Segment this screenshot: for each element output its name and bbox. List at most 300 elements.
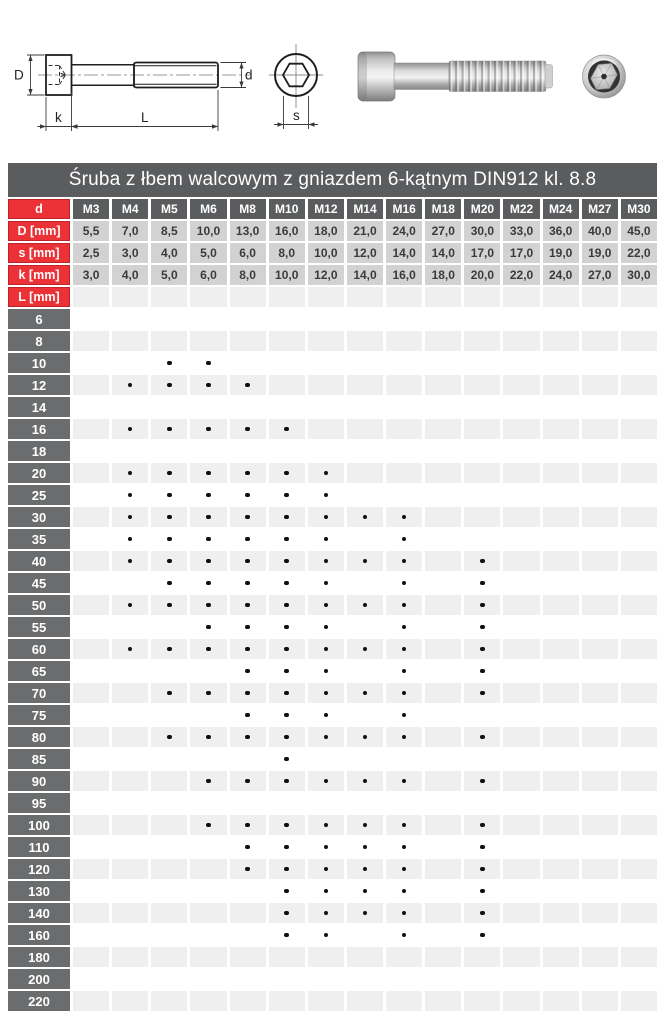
availability-cell — [190, 617, 226, 637]
availability-cell — [269, 617, 305, 637]
availability-cell — [73, 903, 109, 923]
availability-cell — [230, 793, 266, 813]
availability-cell — [543, 463, 579, 483]
availability-cell — [386, 441, 422, 461]
availability-cell — [230, 925, 266, 945]
availability-cell — [425, 551, 461, 571]
availability-cell — [190, 331, 226, 351]
availability-cell — [464, 881, 500, 901]
availability-cell — [112, 793, 148, 813]
availability-cell — [269, 441, 305, 461]
availability-cell — [190, 903, 226, 923]
availability-cell — [582, 837, 618, 857]
availability-cell — [582, 353, 618, 373]
spec-value-cell: 36,0 — [543, 221, 579, 241]
availability-cell — [230, 749, 266, 769]
availability-cell — [425, 485, 461, 505]
availability-dot — [284, 823, 289, 828]
availability-cell — [503, 485, 539, 505]
availability-cell — [503, 661, 539, 681]
din912-table — [8, 163, 657, 1011]
availability-cell — [386, 815, 422, 835]
availability-dot — [480, 845, 485, 850]
availability-cell — [621, 353, 657, 373]
availability-cell — [347, 705, 383, 725]
availability-cell — [112, 419, 148, 439]
availability-cell — [503, 375, 539, 395]
availability-cell — [230, 397, 266, 417]
dim-k-arrow-left — [40, 124, 46, 128]
availability-cell — [308, 793, 344, 813]
availability-dot — [324, 779, 329, 784]
availability-cell — [73, 683, 109, 703]
availability-cell — [308, 969, 344, 989]
availability-cell — [347, 309, 383, 329]
spec-value-cell: 5,0 — [190, 243, 226, 263]
availability-cell — [269, 925, 305, 945]
spec-value-cell: 14,0 — [425, 243, 461, 263]
availability-cell — [425, 309, 461, 329]
spec-value-cell: 12,0 — [347, 243, 383, 263]
photo-tip — [545, 65, 553, 89]
availability-dot — [167, 427, 172, 432]
availability-dot — [324, 669, 329, 674]
availability-dot — [480, 603, 485, 608]
size-header-cell: M14 — [347, 199, 383, 219]
empty-cell — [73, 287, 109, 307]
availability-cell — [464, 617, 500, 637]
availability-cell — [308, 309, 344, 329]
availability-dot — [480, 691, 485, 696]
availability-dot — [167, 383, 172, 388]
availability-cell — [621, 419, 657, 439]
availability-cell — [347, 617, 383, 637]
availability-cell — [347, 991, 383, 1011]
availability-cell — [230, 881, 266, 901]
availability-cell — [386, 705, 422, 725]
availability-cell — [308, 353, 344, 373]
availability-cell — [464, 969, 500, 989]
length-label: 35 — [8, 529, 70, 549]
availability-cell — [190, 375, 226, 395]
length-label: 45 — [8, 573, 70, 593]
spec-value-cell: 19,0 — [582, 243, 618, 263]
availability-cell — [112, 661, 148, 681]
availability-cell — [386, 353, 422, 373]
availability-dot — [402, 933, 407, 938]
length-label: 120 — [8, 859, 70, 879]
availability-cell — [73, 749, 109, 769]
availability-cell — [464, 683, 500, 703]
availability-cell — [73, 507, 109, 527]
availability-cell — [308, 771, 344, 791]
length-label: 20 — [8, 463, 70, 483]
availability-cell — [190, 771, 226, 791]
availability-cell — [73, 331, 109, 351]
availability-cell — [73, 837, 109, 857]
availability-cell — [582, 419, 618, 439]
availability-cell — [543, 749, 579, 769]
availability-cell — [621, 375, 657, 395]
availability-cell — [112, 309, 148, 329]
length-label: 6 — [8, 309, 70, 329]
spec-value-cell: 5,0 — [151, 265, 187, 285]
availability-cell — [621, 309, 657, 329]
length-label: 130 — [8, 881, 70, 901]
availability-cell — [503, 837, 539, 857]
availability-cell — [230, 331, 266, 351]
availability-cell — [269, 573, 305, 593]
availability-cell — [73, 881, 109, 901]
availability-dot — [284, 933, 289, 938]
availability-cell — [230, 309, 266, 329]
availability-cell — [425, 331, 461, 351]
availability-dot — [363, 515, 368, 520]
availability-dot — [167, 735, 172, 740]
spec-value-cell: 30,0 — [464, 221, 500, 241]
availability-cell — [73, 991, 109, 1011]
availability-cell — [621, 551, 657, 571]
empty-cell — [621, 287, 657, 307]
availability-cell — [425, 441, 461, 461]
table-title: Śruba z łbem walcowym z gniazdem 6-kątnym DIN912 kl. 8.8 — [8, 163, 657, 197]
availability-dot — [402, 581, 407, 586]
availability-dot — [363, 889, 368, 894]
availability-cell — [308, 331, 344, 351]
spec-value-cell: 27,0 — [582, 265, 618, 285]
availability-cell — [308, 683, 344, 703]
availability-cell — [582, 815, 618, 835]
length-label: 40 — [8, 551, 70, 571]
availability-dot — [363, 559, 368, 564]
availability-cell — [230, 639, 266, 659]
availability-dot — [324, 625, 329, 630]
availability-dot — [128, 603, 133, 608]
availability-dot — [245, 779, 250, 784]
availability-dot — [284, 537, 289, 542]
availability-cell — [230, 617, 266, 637]
availability-cell — [425, 793, 461, 813]
availability-cell — [308, 551, 344, 571]
availability-cell — [503, 969, 539, 989]
availability-cell — [621, 463, 657, 483]
availability-cell — [582, 551, 618, 571]
availability-cell — [190, 529, 226, 549]
availability-dot — [284, 779, 289, 784]
availability-cell — [503, 595, 539, 615]
availability-cell — [347, 837, 383, 857]
length-label: 85 — [8, 749, 70, 769]
length-label: 220 — [8, 991, 70, 1011]
availability-cell — [543, 529, 579, 549]
availability-cell — [347, 485, 383, 505]
spec-value-cell: 16,0 — [269, 221, 305, 241]
availability-dot — [402, 515, 407, 520]
availability-cell — [621, 617, 657, 637]
availability-cell — [582, 947, 618, 967]
availability-cell — [503, 793, 539, 813]
availability-cell — [582, 925, 618, 945]
availability-cell — [386, 727, 422, 747]
availability-dot — [402, 735, 407, 740]
availability-cell — [543, 419, 579, 439]
availability-cell — [543, 507, 579, 527]
availability-cell — [464, 771, 500, 791]
availability-cell — [582, 991, 618, 1011]
availability-dot — [167, 647, 172, 652]
diameter-header-label: d — [8, 199, 70, 219]
screw-illustrations — [0, 0, 665, 162]
availability-cell — [73, 771, 109, 791]
empty-cell — [503, 287, 539, 307]
availability-dot — [128, 427, 133, 432]
availability-cell — [190, 705, 226, 725]
availability-dot — [324, 493, 329, 498]
availability-cell — [269, 353, 305, 373]
availability-cell — [425, 969, 461, 989]
spec-value-cell: 18,0 — [425, 265, 461, 285]
availability-dot — [245, 823, 250, 828]
availability-cell — [425, 375, 461, 395]
availability-cell — [347, 749, 383, 769]
spec-value-cell: 6,0 — [190, 265, 226, 285]
availability-cell — [308, 859, 344, 879]
availability-cell — [464, 397, 500, 417]
availability-cell — [464, 331, 500, 351]
availability-cell — [230, 947, 266, 967]
availability-cell — [503, 463, 539, 483]
availability-cell — [464, 793, 500, 813]
availability-cell — [543, 551, 579, 571]
spec-value-cell: 14,0 — [386, 243, 422, 263]
availability-cell — [112, 837, 148, 857]
availability-cell — [308, 617, 344, 637]
availability-cell — [425, 573, 461, 593]
availability-cell — [386, 397, 422, 417]
availability-cell — [269, 727, 305, 747]
availability-cell — [230, 441, 266, 461]
availability-cell — [151, 837, 187, 857]
availability-cell — [543, 815, 579, 835]
availability-cell — [621, 969, 657, 989]
availability-cell — [151, 507, 187, 527]
availability-cell — [308, 815, 344, 835]
photo-thread-ridges — [449, 61, 546, 92]
availability-cell — [190, 727, 226, 747]
availability-dot — [480, 889, 485, 894]
availability-cell — [347, 375, 383, 395]
availability-dot — [206, 537, 211, 542]
availability-cell — [543, 617, 579, 637]
availability-dot — [402, 867, 407, 872]
availability-cell — [464, 947, 500, 967]
availability-cell — [308, 881, 344, 901]
availability-cell — [582, 485, 618, 505]
availability-cell — [190, 837, 226, 857]
availability-cell — [230, 727, 266, 747]
availability-cell — [503, 529, 539, 549]
availability-cell — [464, 551, 500, 571]
length-label: 110 — [8, 837, 70, 857]
availability-cell — [621, 661, 657, 681]
availability-cell — [347, 903, 383, 923]
availability-cell — [151, 705, 187, 725]
availability-cell — [503, 419, 539, 439]
availability-cell — [112, 815, 148, 835]
availability-cell — [112, 727, 148, 747]
availability-dot — [245, 493, 250, 498]
availability-dot — [206, 691, 211, 696]
availability-cell — [308, 507, 344, 527]
availability-cell — [386, 485, 422, 505]
availability-cell — [386, 617, 422, 637]
dimension-label-L: L — [141, 110, 149, 125]
availability-dot — [245, 845, 250, 850]
availability-cell — [308, 375, 344, 395]
availability-cell — [347, 529, 383, 549]
availability-cell — [269, 595, 305, 615]
availability-cell — [464, 419, 500, 439]
availability-cell — [151, 353, 187, 373]
availability-cell — [73, 485, 109, 505]
availability-cell — [190, 947, 226, 967]
availability-cell — [582, 771, 618, 791]
availability-cell — [112, 947, 148, 967]
availability-cell — [308, 419, 344, 439]
availability-cell — [386, 749, 422, 769]
availability-dot — [324, 933, 329, 938]
availability-cell — [112, 397, 148, 417]
availability-dot — [402, 911, 407, 916]
availability-cell — [347, 881, 383, 901]
availability-cell — [425, 617, 461, 637]
length-label: 18 — [8, 441, 70, 461]
availability-cell — [543, 771, 579, 791]
availability-cell — [386, 661, 422, 681]
availability-cell — [386, 859, 422, 879]
availability-dot — [284, 735, 289, 740]
size-header-cell: M5 — [151, 199, 187, 219]
availability-cell — [464, 353, 500, 373]
dimension-label-d: d — [245, 67, 253, 83]
availability-cell — [151, 331, 187, 351]
availability-dot — [402, 713, 407, 718]
availability-cell — [112, 969, 148, 989]
availability-cell — [190, 683, 226, 703]
spec-value-cell: 4,0 — [151, 243, 187, 263]
spec-value-cell: 17,0 — [464, 243, 500, 263]
availability-cell — [543, 881, 579, 901]
availability-dot — [167, 361, 172, 366]
availability-cell — [543, 375, 579, 395]
availability-cell — [151, 881, 187, 901]
availability-cell — [269, 551, 305, 571]
availability-cell — [425, 947, 461, 967]
length-label: 14 — [8, 397, 70, 417]
availability-cell — [621, 683, 657, 703]
availability-cell — [621, 441, 657, 461]
availability-dot — [206, 779, 211, 784]
availability-dot — [167, 603, 172, 608]
availability-cell — [112, 881, 148, 901]
spec-value-cell: 33,0 — [503, 221, 539, 241]
availability-cell — [582, 639, 618, 659]
photo-shank — [394, 63, 449, 90]
availability-cell — [503, 309, 539, 329]
availability-dot — [284, 647, 289, 652]
availability-dot — [284, 867, 289, 872]
availability-cell — [112, 507, 148, 527]
availability-cell — [308, 595, 344, 615]
availability-cell — [230, 375, 266, 395]
availability-cell — [503, 551, 539, 571]
availability-cell — [347, 661, 383, 681]
availability-cell — [151, 683, 187, 703]
availability-cell — [425, 419, 461, 439]
availability-dot — [363, 779, 368, 784]
availability-dot — [324, 581, 329, 586]
photo-center-dot — [601, 74, 607, 80]
empty-cell — [269, 287, 305, 307]
availability-cell — [621, 595, 657, 615]
availability-dot — [324, 911, 329, 916]
availability-cell — [386, 881, 422, 901]
availability-cell — [347, 331, 383, 351]
availability-dot — [245, 515, 250, 520]
availability-cell — [230, 551, 266, 571]
availability-cell — [621, 815, 657, 835]
availability-cell — [308, 991, 344, 1011]
availability-cell — [582, 683, 618, 703]
availability-cell — [464, 485, 500, 505]
availability-cell — [386, 969, 422, 989]
empty-cell — [386, 287, 422, 307]
empty-cell — [582, 287, 618, 307]
availability-cell — [308, 727, 344, 747]
availability-cell — [425, 463, 461, 483]
size-header-cell: M27 — [582, 199, 618, 219]
availability-cell — [190, 309, 226, 329]
availability-cell — [425, 705, 461, 725]
availability-cell — [425, 925, 461, 945]
availability-dot — [363, 867, 368, 872]
availability-cell — [543, 859, 579, 879]
spec-value-cell: 8,5 — [151, 221, 187, 241]
availability-cell — [151, 793, 187, 813]
availability-cell — [112, 903, 148, 923]
availability-cell — [73, 463, 109, 483]
availability-cell — [621, 507, 657, 527]
availability-cell — [308, 661, 344, 681]
availability-cell — [464, 375, 500, 395]
availability-dot — [245, 713, 250, 718]
availability-cell — [582, 617, 618, 637]
availability-dot — [284, 603, 289, 608]
availability-cell — [151, 991, 187, 1011]
length-label: 50 — [8, 595, 70, 615]
availability-cell — [73, 727, 109, 747]
availability-cell — [73, 925, 109, 945]
availability-cell — [347, 683, 383, 703]
availability-dot — [245, 581, 250, 586]
availability-cell — [464, 507, 500, 527]
availability-cell — [112, 771, 148, 791]
availability-cell — [582, 859, 618, 879]
availability-cell — [347, 859, 383, 879]
availability-cell — [582, 749, 618, 769]
availability-cell — [190, 969, 226, 989]
availability-dot — [363, 911, 368, 916]
